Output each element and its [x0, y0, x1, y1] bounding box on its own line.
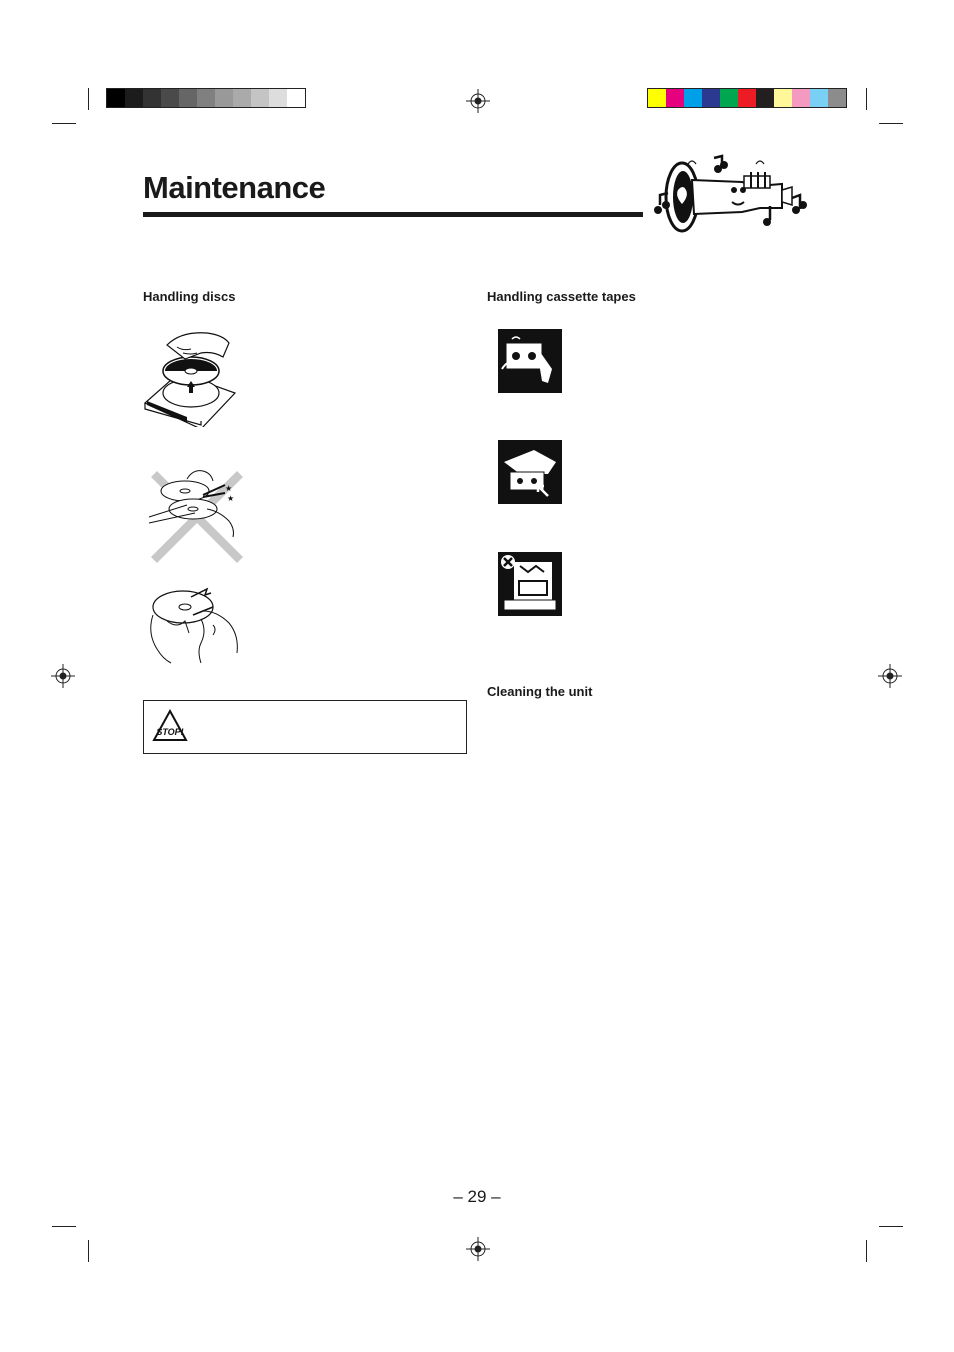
color-swatch [774, 89, 792, 107]
registration-mark-icon [466, 89, 490, 113]
trim-mark [879, 1226, 903, 1227]
trim-mark [866, 1240, 867, 1262]
color-swatch [720, 89, 738, 107]
registration-mark-icon [878, 664, 902, 688]
heading-handling-discs: Handling discs [143, 289, 236, 304]
disc-insertion-illustration [143, 325, 238, 427]
disc-cleaning-illustration [147, 585, 243, 669]
grayscale-calibration-bar [106, 88, 306, 108]
page-title: Maintenance [143, 170, 326, 205]
title-underline [143, 212, 643, 217]
svg-text:★: ★ [225, 484, 233, 493]
gray-swatch [287, 89, 305, 107]
svg-text:★: ★ [227, 494, 235, 503]
warning-box [143, 700, 467, 754]
gray-swatch [125, 89, 143, 107]
page-number: – 29 – [453, 1187, 501, 1206]
color-swatch [792, 89, 810, 107]
gray-swatch [233, 89, 251, 107]
registration-mark-icon [466, 1237, 490, 1261]
trim-mark [52, 1226, 76, 1227]
cassette-storage-illustration [498, 440, 562, 504]
color-swatch [702, 89, 720, 107]
trim-mark [52, 123, 76, 124]
color-swatch [684, 89, 702, 107]
color-swatch [810, 89, 828, 107]
incorrect-disc-handling-illustration [147, 465, 247, 565]
cassette-tape-slack-illustration [498, 329, 562, 393]
gray-swatch [179, 89, 197, 107]
gray-swatch [107, 89, 125, 107]
heading-handling-cassette-tapes: Handling cassette tapes [487, 289, 636, 304]
trim-mark [88, 88, 89, 110]
heading-cleaning-the-unit: Cleaning the unit [487, 684, 593, 699]
color-swatch [756, 89, 774, 107]
gray-swatch [251, 89, 269, 107]
trim-mark [88, 1240, 89, 1262]
trumpet-music-illustration [652, 150, 817, 240]
color-swatch [828, 89, 846, 107]
color-swatch [648, 89, 666, 107]
gray-swatch [161, 89, 179, 107]
color-swatch [738, 89, 756, 107]
trim-mark [879, 123, 903, 124]
gray-swatch [269, 89, 287, 107]
gray-swatch [197, 89, 215, 107]
gray-swatch [143, 89, 161, 107]
color-swatch [666, 89, 684, 107]
stop-warning-icon [152, 709, 188, 743]
color-calibration-bar [647, 88, 847, 108]
cassette-heat-warning-illustration [498, 552, 562, 616]
registration-mark-icon [51, 664, 75, 688]
gray-swatch [215, 89, 233, 107]
stop-label: STOP! [156, 727, 184, 737]
trim-mark [866, 88, 867, 110]
